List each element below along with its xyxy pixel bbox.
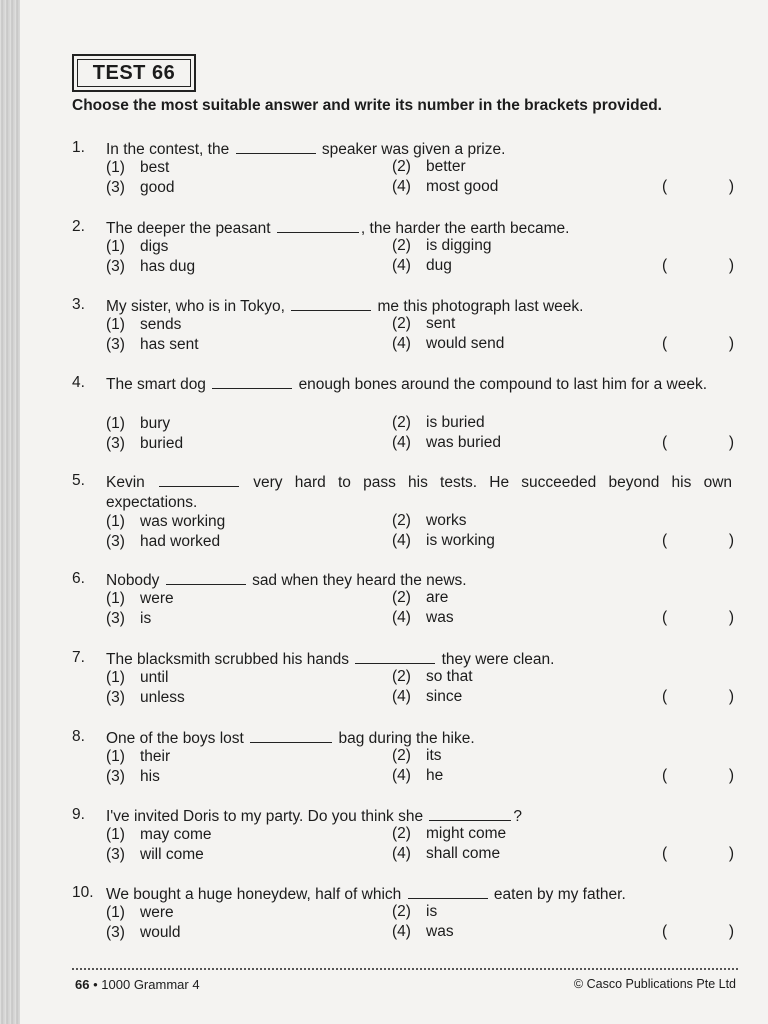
- bracket-close: ): [728, 532, 734, 549]
- stem-text-after: , the harder the earth became.: [360, 220, 570, 237]
- bracket-close: ): [728, 767, 734, 784]
- option-text: sent: [426, 315, 456, 332]
- answer-bracket[interactable]: [662, 844, 734, 864]
- bracket-open: (: [662, 923, 668, 940]
- option-text: sends: [140, 316, 182, 333]
- answer-bracket[interactable]: [662, 687, 734, 707]
- answer-option: [106, 434, 183, 454]
- book-binding-edge: [0, 0, 20, 1024]
- option-number: (4): [392, 609, 411, 626]
- answer-option: [106, 767, 160, 787]
- answer-option: [392, 177, 498, 197]
- stem-text-before: Nobody: [106, 572, 160, 589]
- option-number: (2): [392, 158, 411, 175]
- option-text: its: [426, 747, 442, 764]
- option-number: (2): [392, 903, 411, 920]
- copyright-text: © Casco Publications Pte Ltd: [573, 977, 736, 991]
- stem-text-before: The smart dog: [106, 376, 206, 393]
- answer-option: [106, 335, 199, 355]
- option-number: (1): [106, 590, 125, 607]
- answer-option: [106, 257, 195, 277]
- option-text: buried: [140, 435, 184, 452]
- bracket-open: (: [662, 767, 668, 784]
- answer-bracket[interactable]: [662, 531, 734, 551]
- answer-option: [106, 158, 169, 178]
- stem-text-before: My sister, who is in Tokyo,: [106, 298, 285, 315]
- option-number: (1): [106, 826, 125, 843]
- bracket-close: ): [728, 178, 734, 195]
- option-text: are: [426, 589, 449, 606]
- answer-bracket[interactable]: [662, 433, 734, 453]
- option-text: unless: [140, 689, 185, 706]
- question-stem: [106, 472, 732, 513]
- answer-blank: [355, 649, 435, 664]
- option-text: most good: [426, 178, 499, 195]
- bracket-close: ): [728, 335, 734, 352]
- worksheet-page: [20, 0, 768, 1024]
- footer-separator: •: [93, 977, 98, 992]
- stem-text-after: bag during the hike.: [338, 730, 475, 747]
- option-text: digs: [140, 238, 169, 255]
- bracket-close: ): [728, 688, 734, 705]
- option-text: might come: [426, 825, 507, 842]
- stem-text-after: sad when they heard the news.: [252, 572, 467, 589]
- answer-option: [106, 609, 151, 629]
- stem-text-after: ?: [513, 808, 523, 825]
- option-text: bury: [140, 415, 171, 432]
- bracket-open: (: [662, 532, 668, 549]
- option-number: (3): [106, 924, 125, 941]
- bracket-close: ): [728, 257, 734, 274]
- answer-blank: [277, 218, 359, 233]
- option-number: (3): [106, 336, 125, 353]
- option-number: (4): [392, 845, 411, 862]
- option-number: (2): [392, 589, 411, 606]
- option-text: he: [426, 767, 444, 784]
- option-text: is: [426, 903, 438, 920]
- answer-bracket[interactable]: [662, 334, 734, 354]
- option-text: is buried: [426, 414, 485, 431]
- answer-option: [106, 237, 168, 257]
- bracket-open: (: [662, 335, 668, 352]
- bracket-close: ): [728, 923, 734, 940]
- answer-option: [392, 433, 501, 453]
- option-text: dug: [426, 257, 452, 274]
- answer-option: [106, 923, 181, 943]
- answer-option: [392, 687, 462, 707]
- option-text: has dug: [140, 258, 196, 275]
- option-number: (3): [106, 610, 125, 627]
- bracket-close: ): [728, 609, 734, 626]
- question-number: 8.: [72, 728, 85, 745]
- stem-text-after: me this photograph last week.: [377, 298, 584, 315]
- answer-option: [106, 315, 181, 335]
- option-text: were: [140, 590, 174, 607]
- answer-option: [392, 844, 500, 864]
- option-number: (3): [106, 846, 125, 863]
- answer-option: [106, 178, 174, 198]
- option-number: (2): [392, 825, 411, 842]
- answer-blank: [250, 728, 332, 743]
- option-text: shall come: [426, 845, 501, 862]
- option-number: (4): [392, 688, 411, 705]
- option-text: is digging: [426, 237, 492, 254]
- answer-bracket[interactable]: [662, 177, 734, 197]
- answer-blank: [212, 374, 292, 389]
- answer-blank: [429, 806, 511, 821]
- footer-page-info: [75, 977, 200, 992]
- option-text: had worked: [140, 533, 221, 550]
- answer-option: [392, 531, 495, 551]
- option-number: (2): [392, 414, 411, 431]
- stem-text-after: eaten by my father.: [493, 886, 626, 903]
- option-text: would send: [426, 335, 505, 352]
- answer-option: [392, 922, 454, 942]
- stem-text-after: very hard to pass his tests. He succeeded beyond his own expectations.: [106, 474, 733, 511]
- bracket-open: (: [662, 688, 668, 705]
- question-number: 2.: [72, 218, 85, 235]
- option-text: good: [140, 179, 175, 196]
- option-number: (3): [106, 533, 125, 550]
- question-number: 7.: [72, 649, 85, 666]
- option-number: (1): [106, 513, 125, 530]
- stem-text-before: Kevin: [106, 474, 145, 491]
- answer-option: [392, 746, 442, 766]
- answer-blank: [236, 139, 316, 154]
- option-number: (3): [106, 258, 125, 275]
- option-number: (1): [106, 316, 125, 333]
- option-text: would: [140, 924, 181, 941]
- option-text: was working: [140, 513, 226, 530]
- answer-option: [106, 512, 225, 532]
- book-title: 1000 Grammar 4: [101, 977, 200, 992]
- answer-blank: [166, 570, 246, 585]
- option-number: (2): [392, 747, 411, 764]
- question-number: 10.: [72, 884, 94, 901]
- bracket-open: (: [662, 609, 668, 626]
- question-number: 1.: [72, 139, 85, 156]
- option-text: his: [140, 768, 160, 785]
- option-number: (4): [392, 257, 411, 274]
- answer-option: [392, 236, 492, 256]
- option-text: was buried: [426, 434, 501, 451]
- option-text: was: [426, 923, 454, 940]
- test-title: TEST 66: [77, 59, 191, 87]
- bracket-open: (: [662, 845, 668, 862]
- answer-option: [392, 588, 448, 608]
- option-number: (1): [106, 159, 125, 176]
- option-text: was: [426, 609, 454, 626]
- footer-divider: [72, 968, 738, 970]
- option-text: their: [140, 748, 171, 765]
- option-text: may come: [140, 826, 212, 843]
- answer-option: [106, 688, 185, 708]
- option-number: (4): [392, 434, 411, 451]
- stem-text-before: The blacksmith scrubbed his hands: [106, 651, 349, 668]
- option-number: (2): [392, 237, 411, 254]
- option-text: will come: [140, 846, 204, 863]
- answer-option: [106, 845, 204, 865]
- stem-text-before: I've invited Doris to my party. Do you think she: [106, 808, 424, 825]
- bracket-close: ): [728, 434, 734, 451]
- option-number: (1): [106, 669, 125, 686]
- option-number: (3): [106, 768, 125, 785]
- stem-text-before: We bought a huge honeydew, half of which: [106, 886, 402, 903]
- stem-text-before: The deeper the peasant: [106, 220, 271, 237]
- stem-text-before: One of the boys lost: [106, 730, 244, 747]
- option-number: (3): [106, 179, 125, 196]
- answer-bracket[interactable]: [662, 922, 734, 942]
- option-text: so that: [426, 668, 473, 685]
- option-text: is working: [426, 532, 495, 549]
- option-number: (2): [392, 512, 411, 529]
- option-text: since: [426, 688, 463, 705]
- answer-option: [392, 824, 506, 844]
- answer-option: [392, 256, 452, 276]
- bracket-open: (: [662, 434, 668, 451]
- answer-bracket[interactable]: [662, 608, 734, 628]
- option-number: (2): [392, 668, 411, 685]
- answer-option: [106, 668, 168, 688]
- answer-option: [392, 902, 437, 922]
- answer-option: [106, 747, 170, 767]
- option-text: until: [140, 669, 169, 686]
- option-number: (2): [392, 315, 411, 332]
- answer-blank: [291, 296, 371, 311]
- answer-option: [392, 413, 485, 433]
- question-number: 6.: [72, 570, 85, 587]
- answer-option: [392, 766, 443, 786]
- answer-bracket[interactable]: [662, 256, 734, 276]
- answer-blank: [159, 472, 239, 487]
- question-number: 5.: [72, 472, 85, 489]
- question-number: 3.: [72, 296, 85, 313]
- bracket-open: (: [662, 178, 668, 195]
- answer-option: [392, 314, 455, 334]
- option-number: (1): [106, 415, 125, 432]
- page-number: 66: [75, 977, 90, 992]
- instruction-text: Choose the most suitable answer and write its number in the brackets provided.: [72, 97, 662, 114]
- option-text: works: [426, 512, 467, 529]
- question-stem: [106, 374, 732, 395]
- option-number: (1): [106, 238, 125, 255]
- stem-text-before: In the contest, the: [106, 141, 230, 158]
- bracket-close: ): [728, 845, 734, 862]
- answer-option: [392, 608, 454, 628]
- question-number: 4.: [72, 374, 85, 391]
- stem-text-after: enough bones around the compound to last him for a week.: [298, 376, 707, 393]
- option-number: (4): [392, 923, 411, 940]
- option-text: best: [140, 159, 170, 176]
- answer-option: [106, 414, 170, 434]
- answer-option: [392, 667, 473, 687]
- stem-text-after: speaker was given a prize.: [321, 141, 506, 158]
- answer-option: [392, 334, 504, 354]
- answer-option: [392, 511, 466, 531]
- bracket-open: (: [662, 257, 668, 274]
- answer-option: [106, 903, 174, 923]
- option-number: (4): [392, 178, 411, 195]
- answer-blank: [408, 884, 488, 899]
- option-text: better: [426, 158, 466, 175]
- answer-bracket[interactable]: [662, 766, 734, 786]
- option-number: (3): [106, 689, 125, 706]
- test-title-box: [72, 54, 196, 92]
- stem-text-after: they were clean.: [441, 651, 555, 668]
- answer-option: [106, 825, 212, 845]
- option-number: (4): [392, 767, 411, 784]
- option-text: is: [140, 610, 152, 627]
- option-number: (4): [392, 335, 411, 352]
- answer-option: [106, 589, 174, 609]
- answer-option: [106, 532, 220, 552]
- option-number: (4): [392, 532, 411, 549]
- option-text: were: [140, 904, 174, 921]
- question-number: 9.: [72, 806, 85, 823]
- option-number: (1): [106, 904, 125, 921]
- option-number: (3): [106, 435, 125, 452]
- answer-option: [392, 157, 466, 177]
- option-text: has sent: [140, 336, 199, 353]
- option-number: (1): [106, 748, 125, 765]
